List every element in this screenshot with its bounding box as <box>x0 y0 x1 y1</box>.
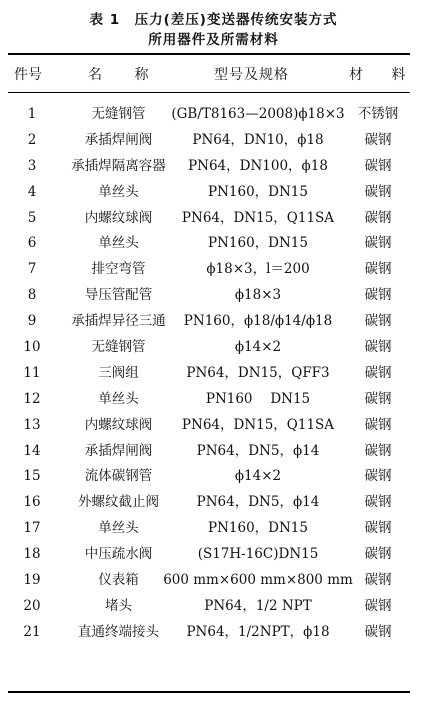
cell-item-number: 1 <box>27 106 37 122</box>
cell-material: 碳钢 <box>364 572 392 589</box>
cell-name: 承插焊异径三通 <box>71 313 166 330</box>
cell-name: 中压疏水阀 <box>84 546 153 563</box>
cell-material: 碳钢 <box>364 520 392 537</box>
cell-name: 排空弯管 <box>91 261 146 278</box>
cell-name: 三阀组 <box>98 364 139 381</box>
table-row <box>8 490 410 516</box>
cell-name: 单丝头 <box>98 183 139 200</box>
cell-spec: (GB/T8163—2008)ϕ18×3 <box>171 106 345 122</box>
cell-item-number: 11 <box>23 364 41 381</box>
cell-material: 碳钢 <box>364 442 392 459</box>
cell-material: 碳钢 <box>364 416 392 433</box>
cell-name: 堵头 <box>105 597 132 614</box>
table-row <box>8 257 410 283</box>
cell-spec: PN160，DN15 <box>208 520 308 537</box>
cell-item-number: 9 <box>27 313 37 330</box>
cell-spec: ϕ14×2 <box>234 468 282 485</box>
cell-item-number: 8 <box>27 287 37 304</box>
cell-spec: PN64，DN5，ϕ14 <box>196 442 320 459</box>
cell-item-number: 19 <box>23 572 41 589</box>
cell-name: 承插焊隔离容器 <box>71 157 166 174</box>
cell-spec: PN64，1/2 NPT <box>204 597 312 614</box>
cell-material: 碳钢 <box>364 339 392 356</box>
cell-spec: (S17H-16C)DN15 <box>197 546 319 563</box>
cell-name: 导压管配管 <box>84 287 153 304</box>
cell-material: 碳钢 <box>364 235 392 252</box>
cell-spec: PN64，DN15，Q11SA <box>181 209 335 226</box>
cell-name: 承插焊闸阀 <box>84 131 153 148</box>
cell-item-number: 3 <box>27 157 37 174</box>
cell-material: 碳钢 <box>364 546 392 563</box>
cell-material: 碳钢 <box>364 390 392 407</box>
cell-item-number: 12 <box>23 390 41 407</box>
table-row <box>8 594 410 620</box>
cell-spec: PN64，DN100，ϕ18 <box>188 157 328 174</box>
cell-material: 不锈钢 <box>357 106 399 122</box>
cell-spec: PN160，DN15 <box>208 183 308 200</box>
cell-material: 碳钢 <box>364 364 392 381</box>
bottom-rule <box>8 691 410 693</box>
cell-material: 碳钢 <box>364 183 392 200</box>
cell-item-number: 21 <box>23 623 41 640</box>
table-row <box>8 620 410 646</box>
table-row <box>8 464 410 490</box>
cell-spec: ϕ18×3，l＝200 <box>206 261 310 278</box>
cell-material: 碳钢 <box>364 468 392 485</box>
cell-material: 碳钢 <box>364 623 392 640</box>
cell-item-number: 13 <box>23 416 41 433</box>
cell-name: 承插焊闸阀 <box>84 442 153 459</box>
table-row <box>8 542 410 568</box>
cell-item-number: 6 <box>27 235 37 252</box>
cell-item-number: 14 <box>23 442 41 459</box>
cell-spec: PN64，DN5，ϕ14 <box>196 494 320 511</box>
table-row <box>8 102 410 128</box>
cell-item-number: 18 <box>23 546 41 563</box>
cell-name: 单丝头 <box>98 235 139 252</box>
cell-spec: PN64，DN15，QFF3 <box>186 364 330 381</box>
cell-material: 碳钢 <box>364 209 392 226</box>
cell-spec: PN64，DN15，Q11SA <box>181 416 335 433</box>
cell-spec: PN64，1/2NPT，ϕ18 <box>186 623 330 640</box>
cell-spec: 600 mm×600 mm×800 mm <box>163 572 353 589</box>
cell-material: 碳钢 <box>364 157 392 174</box>
table-row <box>8 128 410 154</box>
top-rule <box>8 53 410 55</box>
cell-item-number: 15 <box>23 468 41 485</box>
cell-name: 内螺纹球阀 <box>84 209 153 226</box>
header-item-number: 件号 <box>14 67 42 83</box>
cell-material: 碳钢 <box>364 494 392 511</box>
cell-name: 内螺纹球阀 <box>84 416 153 433</box>
cell-name: 仪表箱 <box>98 572 139 589</box>
table-row <box>8 516 410 542</box>
table-row <box>8 439 410 465</box>
cell-name: 单丝头 <box>98 520 139 537</box>
cell-name: 无缝钢管 <box>91 106 146 122</box>
cell-material: 碳钢 <box>364 261 392 278</box>
cell-material: 碳钢 <box>364 287 392 304</box>
table-row <box>8 206 410 232</box>
header-name: 名 称 <box>88 67 163 83</box>
table-row <box>8 387 410 413</box>
table-row <box>8 361 410 387</box>
table-row <box>8 309 410 335</box>
cell-spec: PN64，DN10，ϕ18 <box>192 131 324 148</box>
cell-item-number: 4 <box>27 183 37 200</box>
table-body <box>8 102 410 646</box>
header-material: 材 料 <box>349 67 418 83</box>
cell-name: 无缝钢管 <box>91 339 146 356</box>
header-rule <box>8 92 410 93</box>
cell-item-number: 2 <box>27 131 37 148</box>
cell-name: 单丝头 <box>98 390 139 407</box>
cell-item-number: 7 <box>27 261 37 278</box>
cell-spec: ϕ14×2 <box>234 339 282 356</box>
cell-item-number: 5 <box>27 209 37 226</box>
cell-item-number: 20 <box>23 597 41 614</box>
cell-name: 直通终端接头 <box>78 623 159 640</box>
cell-name: 外螺纹截止阀 <box>78 494 159 511</box>
cell-material: 碳钢 <box>364 313 392 330</box>
cell-spec: PN160 DN15 <box>205 390 311 407</box>
header-spec: 型号及规格 <box>214 67 289 83</box>
table-row <box>8 568 410 594</box>
table-row <box>8 231 410 257</box>
cell-item-number: 10 <box>23 339 41 356</box>
table-title: 表 1 压力(差压)变送器传统安装方式 <box>89 12 338 28</box>
cell-item-number: 17 <box>23 520 41 537</box>
table-row <box>8 180 410 206</box>
cell-spec: ϕ18×3 <box>234 287 282 304</box>
table-row <box>8 335 410 361</box>
table-row <box>8 283 410 309</box>
cell-item-number: 16 <box>23 494 41 511</box>
table-subtitle: 所用器件及所需材料 <box>148 32 279 48</box>
cell-material: 碳钢 <box>364 131 392 148</box>
table-row <box>8 154 410 180</box>
table-row <box>8 413 410 439</box>
cell-spec: PN160，DN15 <box>208 235 308 252</box>
cell-name: 流体碳钢管 <box>84 468 153 485</box>
cell-spec: PN160，ϕ18/ϕ14/ϕ18 <box>183 313 333 330</box>
cell-material: 碳钢 <box>364 597 392 614</box>
